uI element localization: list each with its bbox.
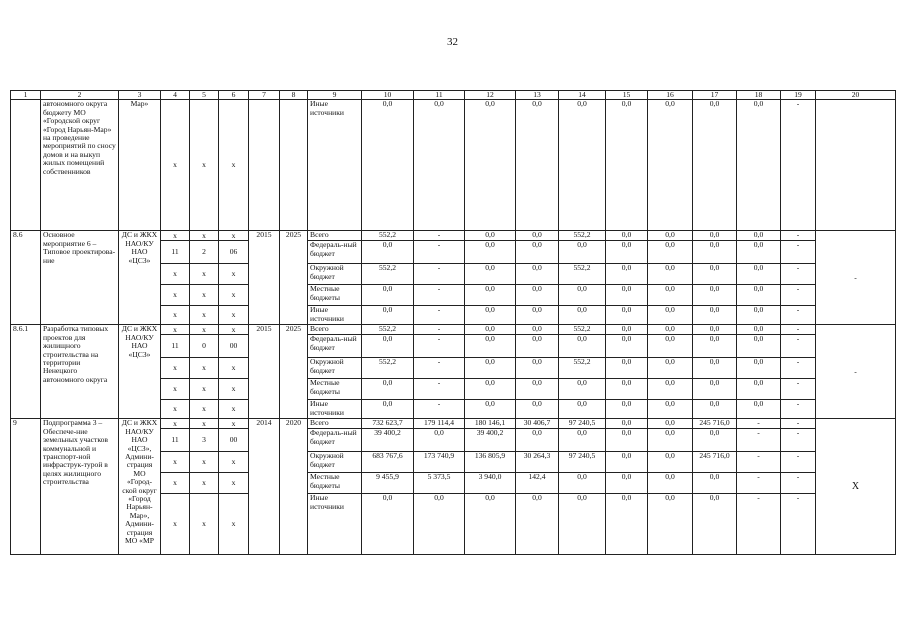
value-cell: 0,0: [559, 429, 606, 452]
code-cell: х: [190, 494, 219, 555]
table-row: [11, 231, 896, 241]
code-cell: х: [219, 400, 249, 419]
executor: Мар»: [119, 100, 161, 231]
funding-source: Окружной бюджет: [308, 358, 362, 379]
value-cell: 0,0: [559, 241, 606, 264]
value-cell: -: [781, 285, 816, 306]
measure-name: Разработка типовых проектов для жилищного строительства на территории Ненецкого автономного округа: [41, 325, 119, 419]
executor: ДС и ЖКХ НАО/КУ НАО «ЦСЗ»: [119, 231, 161, 325]
value-cell: 0,0: [693, 473, 737, 494]
code-cell: х: [219, 473, 249, 494]
result-cell: [816, 100, 896, 231]
value-cell: -: [781, 358, 816, 379]
value-cell: 0,0: [648, 264, 693, 285]
funding-source: Иные источники: [308, 400, 362, 419]
year-end: 2025: [280, 231, 308, 325]
value-cell: 0,0: [559, 285, 606, 306]
value-cell: -: [737, 419, 781, 429]
code-cell: х: [190, 400, 219, 419]
value-cell: -: [414, 400, 465, 419]
value-cell: 97 240,5: [559, 452, 606, 473]
value-cell: 0,0: [606, 264, 648, 285]
value-cell: 9 455,9: [362, 473, 414, 494]
value-cell: 0,0: [693, 335, 737, 358]
value-cell: 0,0: [516, 285, 559, 306]
year-start: 2015: [249, 231, 280, 325]
funding-source: Федераль-ный бюджет: [308, 335, 362, 358]
code-cell: х: [190, 264, 219, 285]
value-cell: 0,0: [648, 325, 693, 335]
funding-source: Федераль-ный бюджет: [308, 241, 362, 264]
value-cell: 0,0: [648, 419, 693, 429]
value-cell: 0,0: [559, 379, 606, 400]
value-cell: 0,0: [465, 285, 516, 306]
continuation-row: [11, 100, 896, 231]
value-cell: 0,0: [362, 379, 414, 400]
year-end: 2025: [280, 325, 308, 419]
value-cell: -: [737, 473, 781, 494]
code-cell: х: [190, 306, 219, 325]
funding-source: Местные бюджеты: [308, 379, 362, 400]
code-cell: х: [219, 419, 249, 429]
code-cell: х: [161, 231, 190, 241]
value-cell: 0,0: [606, 306, 648, 325]
value-cell: 0,0: [693, 358, 737, 379]
header-cell: 1: [11, 91, 41, 100]
value-cell: 0,0: [606, 379, 648, 400]
code-cell: х: [190, 100, 219, 231]
value-cell: 552,2: [559, 325, 606, 335]
value-cell: 0,0: [362, 241, 414, 264]
header-cell: 16: [648, 91, 693, 100]
value-cell: 0,0: [414, 100, 465, 231]
funding-source: Всего: [308, 419, 362, 429]
code-cell: 11: [161, 335, 190, 358]
funding-source: Иные источники: [308, 494, 362, 555]
table-row: [11, 419, 896, 429]
value-cell: 0,0: [559, 494, 606, 555]
funding-source: Иные источники: [308, 306, 362, 325]
value-cell: 0,0: [693, 429, 737, 452]
value-cell: 142,4: [516, 473, 559, 494]
table-row: [11, 325, 896, 335]
value-cell: 0,0: [648, 306, 693, 325]
value-cell: 0,0: [362, 335, 414, 358]
header-cell: 19: [781, 91, 816, 100]
value-cell: 552,2: [362, 358, 414, 379]
value-cell: 552,2: [362, 264, 414, 285]
value-cell: 0,0: [606, 400, 648, 419]
value-cell: 39 400,2: [362, 429, 414, 452]
code-cell: х: [161, 379, 190, 400]
executor: ДС и ЖКХ НАО/КУ НАО «ЦСЗ»: [119, 325, 161, 419]
value-cell: 0,0: [737, 285, 781, 306]
value-cell: 0,0: [465, 100, 516, 231]
value-cell: 0,0: [737, 358, 781, 379]
value-cell: 179 114,4: [414, 419, 465, 429]
code-cell: х: [219, 452, 249, 473]
code-cell: х: [161, 494, 190, 555]
year-start: 2015: [249, 325, 280, 419]
code-cell: 3: [190, 429, 219, 452]
value-cell: 0,0: [465, 494, 516, 555]
code-cell: х: [190, 358, 219, 379]
value-cell: -: [414, 306, 465, 325]
value-cell: -: [414, 264, 465, 285]
page-number: 32: [447, 36, 458, 48]
header-cell: 10: [362, 91, 414, 100]
measure-name: автономного округа бюджету МО «Городской округ «Город Нарьян-Мар» на проведение мероприятий по сносу домов и на выкуп жилых помещений собственников: [41, 100, 119, 231]
result-cell: Х: [816, 419, 896, 555]
row-number: 9: [11, 419, 41, 555]
value-cell: 0,0: [737, 264, 781, 285]
value-cell: 0,0: [606, 452, 648, 473]
value-cell: 0,0: [693, 100, 737, 231]
code-cell: х: [219, 494, 249, 555]
header-cell: 13: [516, 91, 559, 100]
value-cell: 0,0: [606, 285, 648, 306]
value-cell: 0,0: [693, 306, 737, 325]
code-cell: х: [161, 285, 190, 306]
code-cell: 06: [219, 241, 249, 264]
value-cell: 97 240,5: [559, 419, 606, 429]
measure-name: Подпрограмма 3 – Обеспече-ние земельных участков коммунальной и транспорт-ной инфраструк-турой в целях жилищного строительства: [41, 419, 119, 555]
code-cell: х: [219, 285, 249, 306]
code-cell: х: [161, 100, 190, 231]
funding-source: Окружной бюджет: [308, 264, 362, 285]
value-cell: 0,0: [737, 400, 781, 419]
value-cell: -: [414, 325, 465, 335]
value-cell: 0,0: [693, 264, 737, 285]
value-cell: 0,0: [737, 306, 781, 325]
value-cell: 0,0: [516, 494, 559, 555]
year-start: [249, 100, 280, 231]
value-cell: 0,0: [648, 452, 693, 473]
value-cell: 0,0: [693, 231, 737, 241]
value-cell: 0,0: [693, 241, 737, 264]
budget-table: [10, 90, 896, 555]
value-cell: 0,0: [606, 325, 648, 335]
funding-source: Местные бюджеты: [308, 285, 362, 306]
value-cell: 0,0: [606, 419, 648, 429]
value-cell: 0,0: [606, 231, 648, 241]
header-cell: 5: [190, 91, 219, 100]
code-cell: х: [219, 264, 249, 285]
value-cell: 0,0: [465, 325, 516, 335]
value-cell: -: [781, 429, 816, 452]
value-cell: -: [414, 358, 465, 379]
value-cell: 245 716,0: [693, 419, 737, 429]
value-cell: 0,0: [516, 379, 559, 400]
code-cell: х: [161, 325, 190, 335]
value-cell: 0,0: [465, 306, 516, 325]
code-cell: х: [219, 231, 249, 241]
value-cell: 0,0: [648, 494, 693, 555]
header-cell: 9: [308, 91, 362, 100]
value-cell: 0,0: [516, 264, 559, 285]
value-cell: 0,0: [516, 231, 559, 241]
value-cell: 552,2: [362, 231, 414, 241]
value-cell: -: [781, 335, 816, 358]
value-cell: 0,0: [648, 358, 693, 379]
value-cell: 173 740,9: [414, 452, 465, 473]
value-cell: -: [781, 494, 816, 555]
value-cell: 30 406,7: [516, 419, 559, 429]
value-cell: 683 767,6: [362, 452, 414, 473]
value-cell: 0,0: [648, 241, 693, 264]
code-cell: х: [219, 325, 249, 335]
header-cell: 6: [219, 91, 249, 100]
header-row: [11, 91, 896, 100]
value-cell: -: [781, 100, 816, 231]
code-cell: 11: [161, 429, 190, 452]
value-cell: 0,0: [648, 473, 693, 494]
year-end: [280, 100, 308, 231]
value-cell: 552,2: [559, 264, 606, 285]
value-cell: 0,0: [737, 379, 781, 400]
value-cell: -: [781, 419, 816, 429]
code-cell: х: [161, 358, 190, 379]
value-cell: 0,0: [516, 306, 559, 325]
value-cell: 0,0: [693, 285, 737, 306]
header-cell: 2: [41, 91, 119, 100]
code-cell: х: [190, 231, 219, 241]
value-cell: 0,0: [465, 264, 516, 285]
value-cell: 0,0: [693, 494, 737, 555]
code-cell: х: [190, 325, 219, 335]
value-cell: 0,0: [465, 241, 516, 264]
code-cell: 00: [219, 335, 249, 358]
funding-source: Окружной бюджет: [308, 452, 362, 473]
value-cell: 0,0: [693, 379, 737, 400]
funding-source: Всего: [308, 231, 362, 241]
funding-source: Всего: [308, 325, 362, 335]
header-cell: 18: [737, 91, 781, 100]
value-cell: 0,0: [516, 429, 559, 452]
code-cell: х: [161, 264, 190, 285]
header-cell: 12: [465, 91, 516, 100]
header-cell: 11: [414, 91, 465, 100]
value-cell: 30 264,3: [516, 452, 559, 473]
value-cell: 245 716,0: [693, 452, 737, 473]
value-cell: 0,0: [414, 429, 465, 452]
row-number: 8.6.1: [11, 325, 41, 419]
value-cell: -: [414, 231, 465, 241]
value-cell: -: [414, 285, 465, 306]
value-cell: -: [781, 264, 816, 285]
value-cell: 552,2: [362, 325, 414, 335]
row-number: [11, 100, 41, 231]
year-end: 2020: [280, 419, 308, 555]
value-cell: 0,0: [559, 306, 606, 325]
code-cell: х: [219, 100, 249, 231]
code-cell: х: [190, 379, 219, 400]
value-cell: 0,0: [693, 400, 737, 419]
value-cell: 0,0: [465, 335, 516, 358]
value-cell: 0,0: [362, 400, 414, 419]
value-cell: 0,0: [737, 231, 781, 241]
value-cell: -: [737, 494, 781, 555]
code-cell: х: [219, 306, 249, 325]
header-cell: 4: [161, 91, 190, 100]
funding-source: Местные бюджеты: [308, 473, 362, 494]
code-cell: 0: [190, 335, 219, 358]
header-cell: 14: [559, 91, 606, 100]
value-cell: 0,0: [362, 285, 414, 306]
value-cell: 0,0: [362, 494, 414, 555]
header-cell: 15: [606, 91, 648, 100]
code-cell: 00: [219, 429, 249, 452]
value-cell: 0,0: [559, 335, 606, 358]
value-cell: -: [781, 400, 816, 419]
measure-name: Основное мероприятие 6 – Типовое проектирова-ние: [41, 231, 119, 325]
value-cell: 0,0: [465, 231, 516, 241]
row-number: 8.6: [11, 231, 41, 325]
value-cell: 0,0: [693, 325, 737, 335]
value-cell: 0,0: [516, 400, 559, 419]
value-cell: 0,0: [516, 325, 559, 335]
value-cell: 0,0: [465, 400, 516, 419]
value-cell: 0,0: [606, 100, 648, 231]
value-cell: 0,0: [362, 306, 414, 325]
value-cell: -: [781, 241, 816, 264]
value-cell: -: [414, 379, 465, 400]
value-cell: 0,0: [648, 335, 693, 358]
value-cell: 136 805,9: [465, 452, 516, 473]
code-cell: х: [190, 473, 219, 494]
value-cell: 732 623,7: [362, 419, 414, 429]
code-cell: х: [161, 473, 190, 494]
value-cell: 0,0: [362, 100, 414, 231]
value-cell: -: [414, 241, 465, 264]
value-cell: 39 400,2: [465, 429, 516, 452]
value-cell: 0,0: [465, 358, 516, 379]
value-cell: -: [781, 325, 816, 335]
value-cell: 0,0: [606, 429, 648, 452]
value-cell: 0,0: [648, 231, 693, 241]
value-cell: -: [781, 473, 816, 494]
value-cell: 180 146,1: [465, 419, 516, 429]
code-cell: х: [161, 419, 190, 429]
header-cell: 20: [816, 91, 896, 100]
year-start: 2014: [249, 419, 280, 555]
code-cell: 2: [190, 241, 219, 264]
code-cell: х: [190, 452, 219, 473]
value-cell: 0,0: [606, 494, 648, 555]
code-cell: х: [161, 452, 190, 473]
code-cell: х: [219, 358, 249, 379]
value-cell: 0,0: [648, 400, 693, 419]
value-cell: -: [414, 335, 465, 358]
code-cell: х: [161, 400, 190, 419]
funding-source: Иные источники: [308, 100, 362, 231]
value-cell: 0,0: [606, 335, 648, 358]
value-cell: 0,0: [465, 379, 516, 400]
result-cell: -: [816, 231, 896, 325]
value-cell: 0,0: [606, 358, 648, 379]
value-cell: -: [781, 306, 816, 325]
value-cell: 0,0: [737, 335, 781, 358]
value-cell: 0,0: [516, 241, 559, 264]
header-cell: 3: [119, 91, 161, 100]
value-cell: 0,0: [559, 473, 606, 494]
value-cell: 0,0: [606, 241, 648, 264]
executor: ДС и ЖКХ НАО/КУ НАО «ЦСЗ», Админи-страция МО «Город-ской округ «Город Нарьян-Мар», Админи-страция МО «МР: [119, 419, 161, 555]
funding-source: Федераль-ный бюджет: [308, 429, 362, 452]
value-cell: 0,0: [648, 379, 693, 400]
header-cell: 17: [693, 91, 737, 100]
value-cell: 0,0: [559, 100, 606, 231]
value-cell: 0,0: [606, 473, 648, 494]
value-cell: 0,0: [516, 100, 559, 231]
header-cell: 8: [280, 91, 308, 100]
value-cell: 0,0: [737, 241, 781, 264]
header-cell: 7: [249, 91, 280, 100]
value-cell: -: [781, 452, 816, 473]
value-cell: 0,0: [516, 335, 559, 358]
value-cell: 0,0: [737, 100, 781, 231]
value-cell: 3 940,0: [465, 473, 516, 494]
value-cell: -: [781, 379, 816, 400]
value-cell: 0,0: [648, 429, 693, 452]
value-cell: 0,0: [648, 100, 693, 231]
value-cell: 0,0: [648, 285, 693, 306]
code-cell: х: [190, 285, 219, 306]
value-cell: 5 373,5: [414, 473, 465, 494]
value-cell: 552,2: [559, 358, 606, 379]
value-cell: -: [737, 452, 781, 473]
code-cell: х: [161, 306, 190, 325]
value-cell: 0,0: [414, 494, 465, 555]
value-cell: 0,0: [737, 325, 781, 335]
code-cell: х: [190, 419, 219, 429]
code-cell: х: [219, 379, 249, 400]
code-cell: 11: [161, 241, 190, 264]
value-cell: 0,0: [559, 400, 606, 419]
value-cell: 0,0: [516, 358, 559, 379]
value-cell: -: [781, 231, 816, 241]
value-cell: -: [737, 429, 781, 452]
result-cell: -: [816, 325, 896, 419]
value-cell: 552,2: [559, 231, 606, 241]
